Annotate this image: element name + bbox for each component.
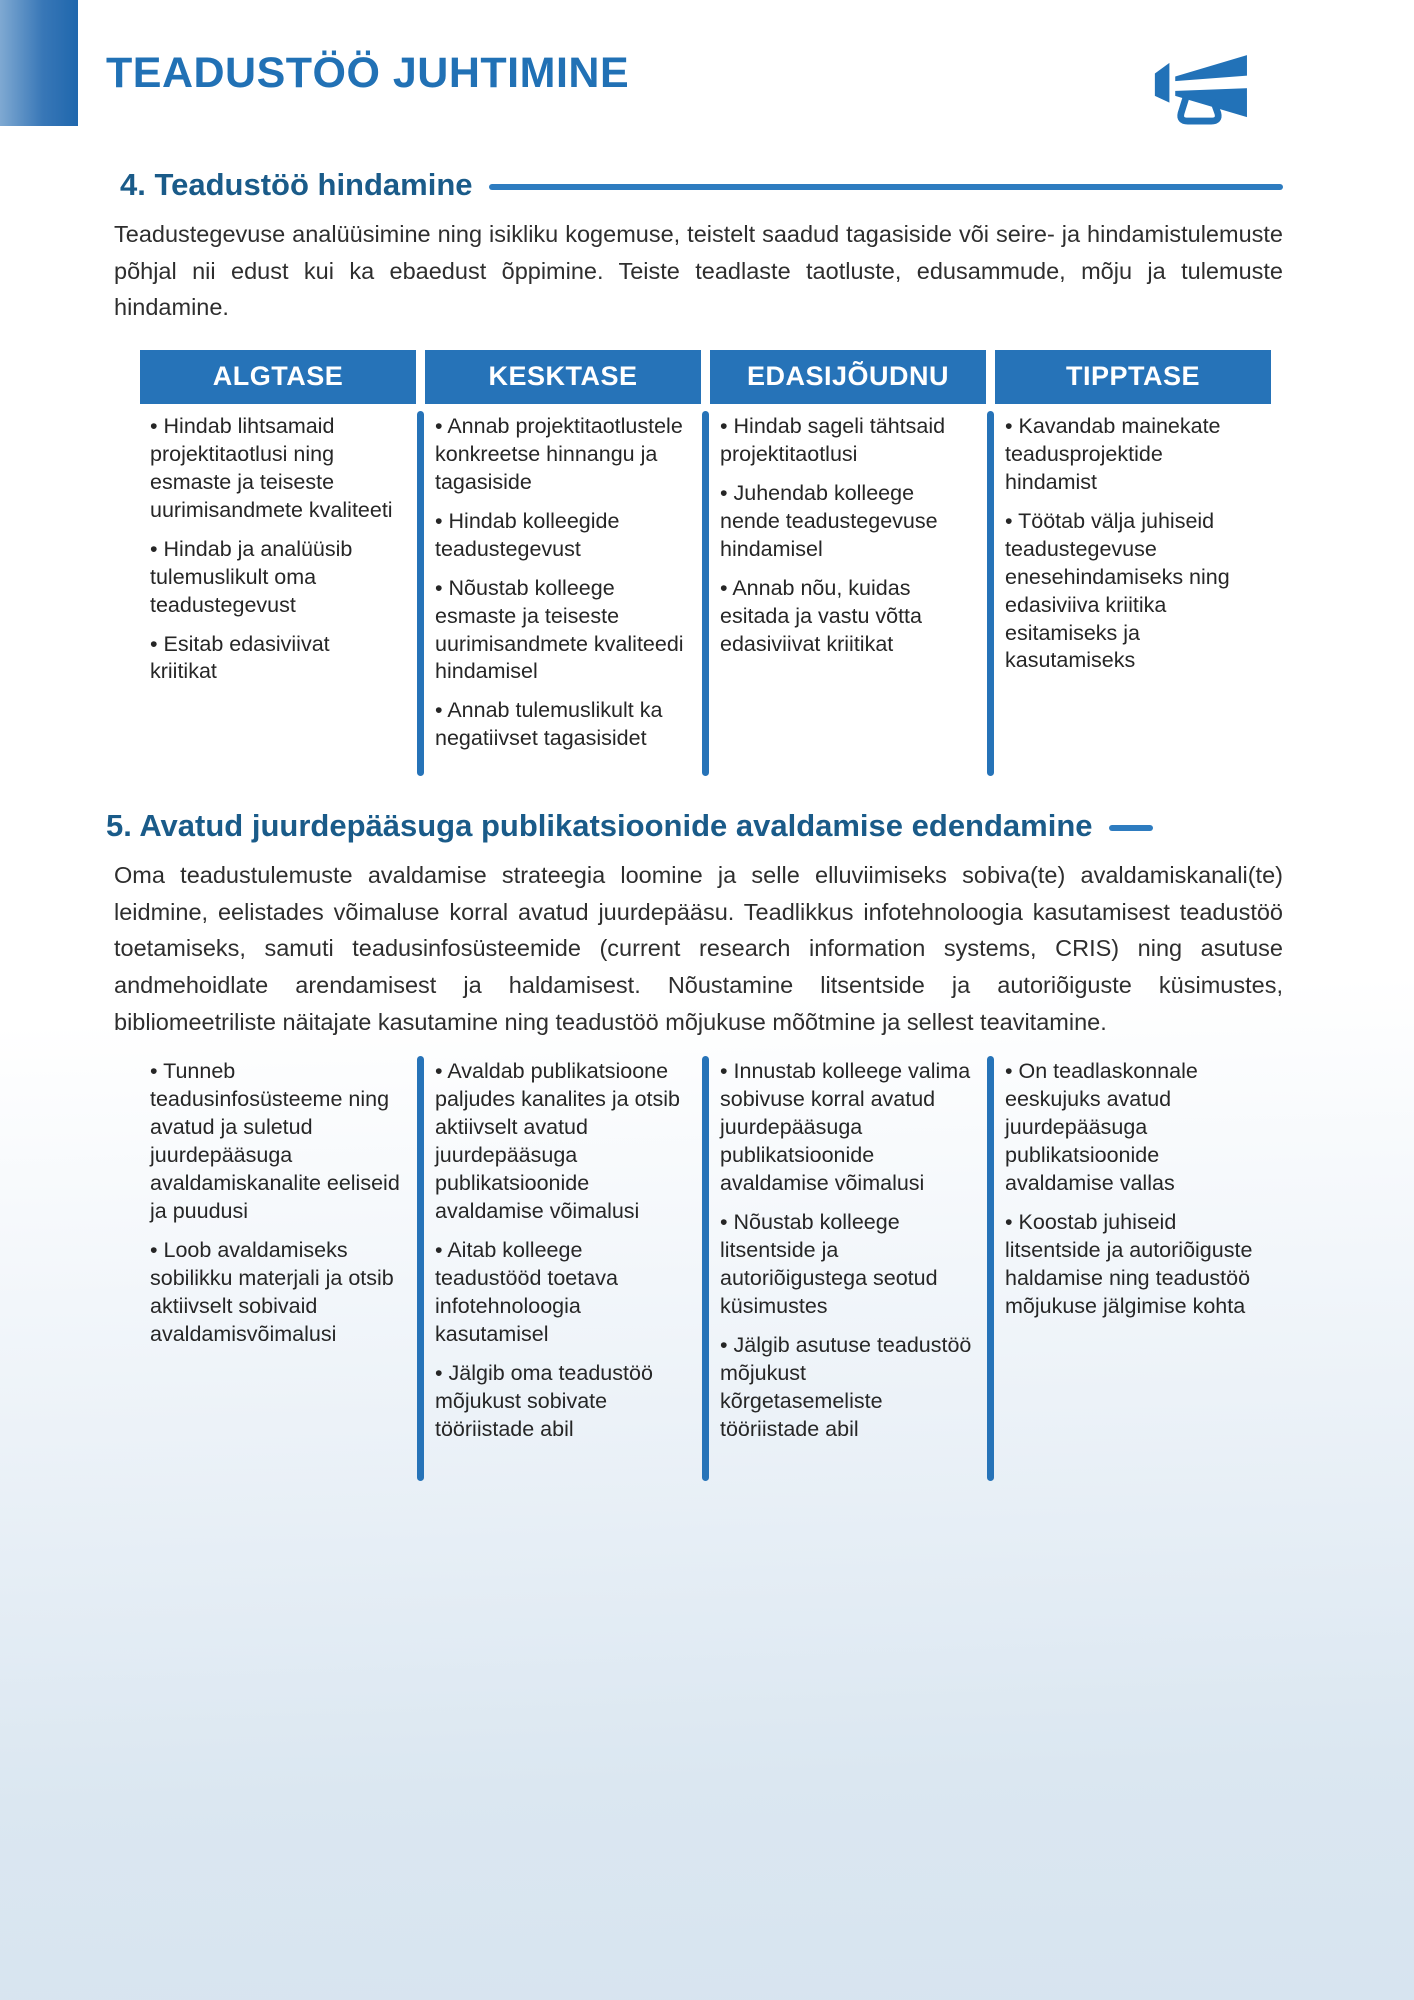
list-item: • Hindab lihtsamaid projektitaotlusi ning esmaste ja teiseste uurimisandmete kvaliteeti	[150, 413, 402, 525]
section-4-heading-row	[106, 167, 1283, 203]
column-divider	[702, 1056, 709, 1481]
column-divider	[987, 1056, 994, 1481]
list-item: • Koostab juhiseid litsentside ja autoriõiguste haldamise ning teadustöö mõjukuse jälgimise kohta	[1005, 1209, 1257, 1321]
level-column-1	[140, 1056, 416, 1481]
column-divider	[987, 411, 994, 776]
list-item: • Loob avaldamiseks sobilikku materjali ja otsib aktiivselt sobivaid avaldamisvõimalusi	[150, 1237, 402, 1349]
level-header-tipptase: TIPPTASE	[995, 350, 1271, 404]
level-column-tipptase	[995, 411, 1271, 776]
section-4-intro: Teadustegevuse analüüsimine ning isikliku kogemuse, teistelt saadud tagasiside või seire- ja hindamistulemuste põhjal nii edust kui ka ebaedust õppimine. Teiste teadlaste taotluste, edusammude, mõju ja tulemuste hindamine.	[114, 221, 1283, 321]
column-divider	[417, 411, 424, 776]
list-item: • Esitab edasiviivat kriitikat	[150, 631, 402, 687]
masthead	[106, 50, 1283, 135]
list-item: • Annab tulemuslikult ka negatiivset tagasisidet	[435, 697, 687, 753]
list-item: • Jälgib asutuse teadustöö mõjukust kõrgetasemeliste tööriistade abil	[720, 1332, 972, 1444]
list-item: • On teadlaskonnale eeskujuks avatud juurdepääsuga publikatsioonide avaldamise vallas	[1005, 1058, 1257, 1198]
level-column-3	[710, 1056, 986, 1481]
level-header-algtase: ALGTASE	[140, 350, 416, 404]
list-item: • Nõustab kolleege litsentside ja autoriõigustega seotud küsimustes	[720, 1209, 972, 1321]
level-column-2	[425, 1056, 701, 1481]
column-divider	[417, 1056, 424, 1481]
level-column-4	[995, 1056, 1271, 1481]
list-item: • Juhendab kolleege nende teadustegevuse hindamisel	[720, 480, 972, 564]
list-item: • Aitab kolleege teadustööd toetava infotehnoloogia kasutamisel	[435, 1237, 687, 1349]
page-title: TEADUSTÖÖ JUHTIMINE	[106, 49, 630, 97]
list-item: • Annab projektitaotlustele konkreetse hinnangu ja tagasiside	[435, 413, 687, 497]
section-5-rule	[1109, 825, 1153, 831]
list-item: • Hindab kolleegide teadustegevust	[435, 508, 687, 564]
levels-table-section-5	[140, 1056, 1271, 1481]
list-item: • Kavandab mainekate teadusprojektide hindamist	[1005, 413, 1257, 497]
level-column-kesktase	[425, 411, 701, 776]
list-item: • Nõustab kolleege esmaste ja teiseste uurimisandmete kvaliteedi hindamisel	[435, 575, 687, 687]
list-item: • Hindab sageli tähtsaid projektitaotlusi	[720, 413, 972, 469]
list-item: • Annab nõu, kuidas esitada ja vastu võtta edasiviivat kriitikat	[720, 575, 972, 659]
levels-table-section-4	[140, 350, 1271, 776]
level-header-kesktase: KESKTASE	[425, 350, 701, 404]
section-5-heading-row	[106, 808, 1283, 844]
level-column-algtase	[140, 411, 416, 776]
list-item: • Töötab välja juhiseid teadustegevuse enesehindamiseks ning edasiviiva kriitika esitamiseks ja kasutamiseks	[1005, 508, 1257, 676]
megaphone-icon	[1151, 52, 1277, 135]
level-column-edasijoudnu	[710, 411, 986, 776]
list-item: • Avaldab publikatsioone paljudes kanalites ja otsib aktiivselt avatud juurdepääsuga publikatsioonide avaldamise võimalusi	[435, 1058, 687, 1226]
list-item: • Jälgib oma teadustöö mõjukust sobivate tööriistade abil	[435, 1360, 687, 1444]
section-5-intro: Oma teadustulemuste avaldamise strateegia loomine ja selle elluviimiseks sobiva(te) avaldamiskanali(te) leidmine, eelistades võimaluse korral avatud juurdepääsu. Teadlikkus infotehnoloogia kasutamisest teadustöö toetamiseks, samuti teadusinfosüsteemide (current research information systems, CRIS) ning asutuse andmehoidlate arendamisest ja haldamisest. Nõustamine litsentside ja autoriõiguste küsimustes, bibliomeetriliste näitajate kasutamine ning teadustöö mõjukuse mõõtmine ja sellest teavitamine.	[114, 861, 1283, 1035]
column-divider	[702, 411, 709, 776]
list-item: • Hindab ja analüüsib tulemuslikult oma teadustegevust	[150, 536, 402, 620]
list-item: • Tunneb teadusinfosüsteeme ning avatud ja suletud juurdepääsuga avaldamiskanalite eeliseid ja puudusi	[150, 1058, 402, 1226]
section-4-rule	[489, 184, 1283, 190]
list-item: • Innustab kolleege valima sobivuse korral avatud juurdepääsuga publikatsioonide avaldamise võimalusi	[720, 1058, 972, 1198]
section-5-title: 5. Avatud juurdepääsuga publikatsioonide avaldamise edendamine	[106, 807, 1093, 843]
level-header-edasijoudnu: EDASIJÕUDNU	[710, 350, 986, 404]
section-4-title: 4. Teadustöö hindamine	[120, 167, 473, 202]
